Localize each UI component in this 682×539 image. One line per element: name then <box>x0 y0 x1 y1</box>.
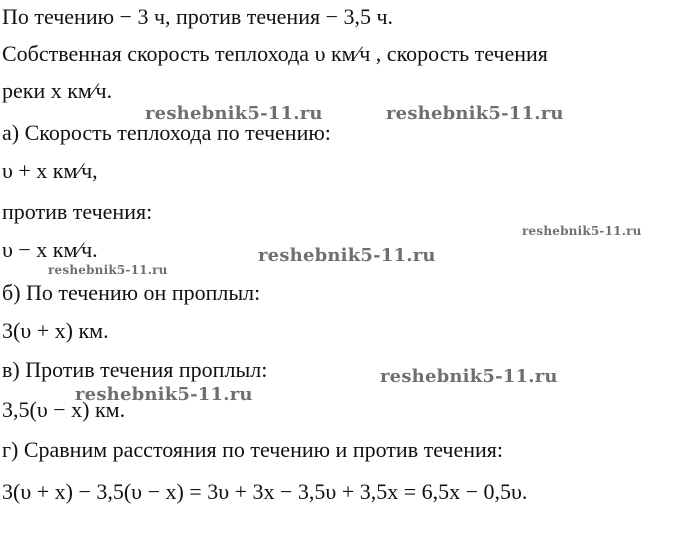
watermark-text: reshebnik5-11.ru <box>380 366 558 387</box>
watermark-text: reshebnik5-11.ru <box>258 245 436 266</box>
solution-line-10: в) Против течения проплыл: <box>2 357 268 382</box>
solution-line-11: 3,5(υ − x) км. <box>2 397 126 422</box>
solution-line-4: а) Скорость теплохода по течению: <box>2 120 331 145</box>
solution-line-9: 3(υ + x) км. <box>2 318 109 343</box>
solution-line-13: 3(υ + x) − 3,5(υ − x) = 3υ + 3x − 3,5υ + 3,5x = 6,5x − 0,5υ. <box>2 479 528 504</box>
solution-line-7: υ − x км⁄ч. <box>2 237 98 262</box>
solution-line-2: Собственная скорость теплохода υ км⁄ч , скорость течения <box>2 41 548 66</box>
watermark-text: reshebnik5-11.ru <box>48 263 168 277</box>
watermark-text: reshebnik5-11.ru <box>145 103 323 124</box>
solution-line-1: По течению − 3 ч, против течения − 3,5 ч. <box>2 4 394 29</box>
watermark-text: reshebnik5-11.ru <box>75 384 253 405</box>
watermark-text: reshebnik5-11.ru <box>522 224 642 238</box>
solution-line-3: реки x км⁄ч. <box>2 78 113 103</box>
solution-line-5: υ + x км⁄ч, <box>2 158 98 183</box>
solution-line-8: б) По течению он проплыл: <box>2 280 261 305</box>
solution-line-6: против течения: <box>2 199 153 224</box>
solution-line-12: г) Сравним расстояния по течению и против течения: <box>2 437 504 462</box>
watermark-text: reshebnik5-11.ru <box>386 103 564 124</box>
